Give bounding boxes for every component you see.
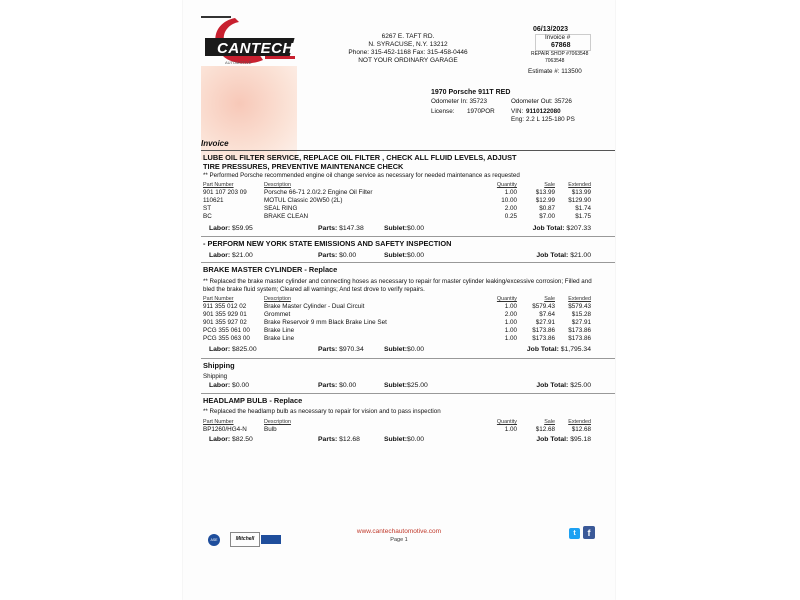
ase-badge-icon: ASE <box>208 534 220 546</box>
table-row: 901 355 929 01 Grommet 2.00 $7.64 $15.28 <box>203 311 591 318</box>
job-1-columns: Part Number Description Quantity Sale Extended <box>203 182 591 188</box>
table-row: BC BRAKE CLEAN 0.25 $7.00 $1.75 <box>203 213 591 220</box>
twitter-icon[interactable]: t <box>569 528 580 539</box>
license-value: 1970POR <box>467 108 495 115</box>
job-5-title: HEADLAMP BULB - Replace <box>203 396 303 405</box>
vin-value: 9110122080 <box>526 108 561 115</box>
website-link[interactable]: www.cantechautomotive.com <box>356 528 442 535</box>
job-2-title: - PERFORM NEW YORK STATE EMISSIONS AND SAFETY INSPECTION <box>203 239 452 248</box>
job-3-totals: Labor: $825.00 Parts: $970.34 Sublet:$0.00 Job Total: $1,795.34 <box>209 346 591 353</box>
cantech-logo <box>205 14 303 70</box>
page-number: Page 1 <box>390 537 408 543</box>
job-4-note: Shipping <box>203 373 228 380</box>
repair-shop-number-2: 7063548 <box>545 58 565 64</box>
job-1-note: ** Performed Porsche recommended engine oil change service as necessary for needed maintenance as requested <box>203 172 520 179</box>
table-row: 901 355 927 02 Brake Reservoir 9 mm Black Brake Line Set 1.00 $27.91 $27.91 <box>203 319 591 326</box>
odometer-out: Odometer Out: 35726 <box>511 98 572 105</box>
job-1-totals: Labor: $59.95 Parts: $147.38 Sublet:$0.00 Job Total: $207.33 <box>209 225 591 232</box>
table-row: PCG 355 061 00 Brake Line 1.00 $173.86 $173.86 <box>203 327 591 334</box>
job-3-title: BRAKE MASTER CYLINDER - Replace <box>203 265 338 274</box>
job-5-totals: Labor: $82.50 Parts: $12.68 Sublet:$0.00 Job Total: $95.18 <box>209 436 591 443</box>
job-3-note: ** Replaced the brake master cylinder and connecting hoses as necessary to repair for master cylinder leaking/excessive corrosion; Filled and bled the brake fluid system; Cleared all warnings; And test drove to verify repairs. <box>203 278 592 293</box>
repair-shop-number: REPAIR SHOP #7063548 <box>531 51 589 57</box>
odometer-in: Odometer In: 35723 <box>431 98 488 105</box>
facebook-icon[interactable]: f <box>583 526 595 539</box>
shop-address: 6267 E. TAFT RD. N. SYRACUSE, N.Y. 13212 Phone: 315-452-1168 Fax: 315-458-0446 NOT YOUR ORDINARY GARAGE <box>348 33 468 64</box>
engine-value: 2.2 L 125-180 PS <box>526 116 575 123</box>
job-4-totals: Labor: $0.00 Parts: $0.00 Sublet:$25.00 Job Total: $25.00 <box>209 382 591 389</box>
table-row: 901 107 203 09 Porsche 66-71 2.0/2.2 Engine Oil Filter 1.00 $13.99 $13.99 <box>203 189 591 196</box>
section-divider <box>201 393 615 394</box>
vin-label: VIN: <box>511 108 524 115</box>
table-row: PCG 355 063 00 Brake Line 1.00 $173.86 $173.86 <box>203 335 591 342</box>
invoice-number: 67868 <box>551 42 571 49</box>
job-4-title: Shipping <box>203 361 235 370</box>
invoice-document <box>183 0 615 600</box>
svg-text:AUTOMOTIVE: AUTOMOTIVE <box>225 60 252 65</box>
estimate-number: Estimate #: 113500 <box>528 68 582 75</box>
job-1-title: LUBE OIL FILTER SERVICE, REPLACE OIL FILTER , CHECK ALL FLUID LEVELS, ADJUST TIRE PRESSURES, PREVENTIVE MAINTENANCE CHECK <box>203 153 517 171</box>
heading-rule <box>201 150 615 151</box>
table-row: 110621 MOTUL Classic 20W50 (2L) 10.00 $12.99 $129.90 <box>203 197 591 204</box>
logo-text: CANTECH <box>217 40 294 57</box>
license-label: License: <box>431 108 455 115</box>
table-row: 911 355 012 02 Brake Master Cylinder - Dual Circuit 1.00 $579.43 $579.43 <box>203 303 591 310</box>
job-5-columns: Part Number Description Quantity Sale Extended <box>203 419 591 425</box>
job-5-note: ** Replaced the headlamp bulb as necessary to repair for vision and to pass inspection <box>203 408 441 415</box>
table-row: BP1260/HG4-N Bulb 1.00 $12.68 $12.68 <box>203 426 591 433</box>
section-divider <box>201 358 615 359</box>
table-row: ST SEAL RING 2.00 $0.87 $1.74 <box>203 205 591 212</box>
mitchell-badge-icon: Mitchell <box>230 532 260 547</box>
invoice-heading: Invoice <box>201 139 229 148</box>
job-2-totals: Labor: $21.00 Parts: $0.00 Sublet:$0.00 Job Total: $21.00 <box>209 252 591 259</box>
invoice-date: 06/13/2023 <box>533 26 569 33</box>
invoice-number-label: Invoice # <box>545 34 571 41</box>
vehicle-name: 1970 Porsche 911T RED <box>431 89 511 96</box>
section-divider <box>201 262 615 263</box>
section-divider <box>201 236 615 237</box>
job-3-columns: Part Number Description Quantity Sale Extended <box>203 296 591 302</box>
engine-label: Eng: <box>511 116 524 123</box>
